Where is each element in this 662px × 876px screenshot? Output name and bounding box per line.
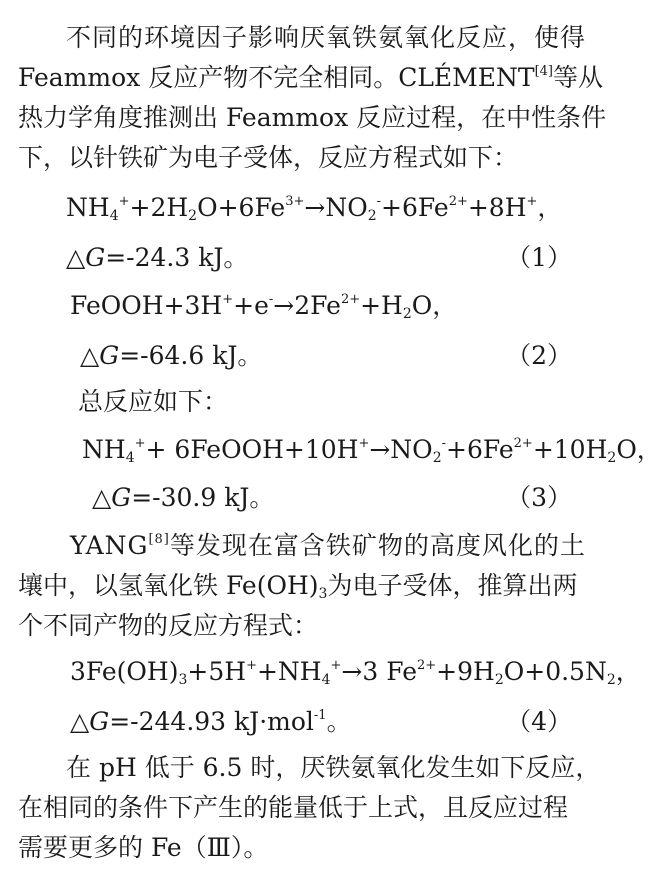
eq-text: O， <box>411 291 458 320</box>
delta-symbol: △ <box>66 243 86 272</box>
eq-text: +2H <box>129 193 189 222</box>
eq-text: +6Fe <box>446 435 514 464</box>
paragraph-1-line-1: 不同的环境因子影响厌氧铁氨氧化反应，使得 <box>66 23 587 52</box>
gibbs-symbol: G <box>89 707 110 736</box>
eq-text: NH <box>66 193 110 222</box>
text: 壤中，以氢氧化铁 Fe(OH) <box>18 571 319 600</box>
eq-text: +6Fe <box>381 193 449 222</box>
eq-superscript: + <box>246 658 257 673</box>
equation-4 <box>70 652 641 692</box>
equation-1 <box>66 188 562 228</box>
eq-text: 3Fe(OH) <box>70 657 179 686</box>
paragraph-3-line-1: 在 pH 低于 6.5 时，厌铁氨氧化发生如下反应， <box>66 753 601 782</box>
equation-2 <box>70 286 457 326</box>
paragraph-1-line-3: 热力学角度推测出 Feammox 反应过程，在中性条件 <box>18 103 607 132</box>
delta-g-value: =-64.6 kJ。 <box>119 341 263 370</box>
eq-superscript: 2+ <box>513 436 533 451</box>
eq-text: →NO <box>304 193 368 222</box>
gibbs-symbol: G <box>111 483 132 512</box>
equation-3 <box>82 430 662 470</box>
eq-text: O+6Fe <box>197 193 286 222</box>
equation-3-delta-g <box>92 478 274 518</box>
eq-text: →2Fe <box>273 291 341 320</box>
delta-symbol: △ <box>80 341 100 370</box>
eq-text: +e <box>233 291 269 320</box>
eq-text: +8H <box>467 193 527 222</box>
citation-ref: [4] <box>534 64 553 79</box>
eq-subscript: 2 <box>188 208 198 224</box>
total-reaction-label: 总反应如下： <box>78 387 229 416</box>
text: 等从 <box>553 63 604 92</box>
eq-subscript: 4 <box>109 208 119 224</box>
eq-superscript: - <box>376 194 382 209</box>
eq-text: →NO <box>369 435 433 464</box>
eq-superscript: + <box>134 436 146 451</box>
eq-text: O+0.5N <box>503 657 607 686</box>
eq-text: +H <box>360 291 403 320</box>
eq-superscript: 3+ <box>285 194 305 209</box>
equation-2-number: （2） <box>506 341 572 370</box>
text: 为电子受体，推算出两 <box>327 571 578 600</box>
paragraph-1-line-2 <box>18 58 603 98</box>
eq-superscript: + <box>526 194 538 209</box>
eq-subscript: 2 <box>494 672 504 688</box>
eq-subscript: 2 <box>402 306 412 322</box>
eq-subscript: 4 <box>125 450 135 466</box>
eq-text: →3 Fe <box>341 657 417 686</box>
eq-superscript: + <box>118 194 130 209</box>
equation-4-delta-g <box>70 702 352 742</box>
delta-symbol: △ <box>70 707 90 736</box>
eq-subscript: 2 <box>607 450 617 466</box>
delta-g-value: =-244.93 kJ·mol <box>109 707 314 736</box>
delta-symbol: △ <box>92 483 112 512</box>
paragraph-3-line-3: 需要更多的 Fe（Ⅲ）。 <box>18 833 269 862</box>
eq-superscript: 2+ <box>417 658 437 673</box>
eq-text: + 6FeOOH+10H <box>145 435 359 464</box>
eq-subscript: 3 <box>318 586 328 602</box>
delta-g-value: =-30.9 kJ。 <box>131 483 275 512</box>
gibbs-symbol: G <box>99 341 120 370</box>
eq-superscript: 2+ <box>340 292 361 307</box>
eq-text: 。 <box>326 707 352 736</box>
text: Feammox 反应产物不完全相同。CLÉMENT <box>18 63 535 92</box>
eq-subscript: 2 <box>606 672 616 688</box>
paragraph-2-line-1 <box>70 526 586 566</box>
citation-ref: [8] <box>148 532 170 547</box>
eq-superscript: 2+ <box>448 194 468 209</box>
equation-3-number: （3） <box>506 483 572 512</box>
eq-text: +5H <box>187 657 247 686</box>
eq-superscript: + <box>330 658 342 673</box>
gibbs-symbol: G <box>85 243 106 272</box>
paragraph-2-line-2 <box>18 566 577 606</box>
eq-text: O， <box>616 435 662 464</box>
eq-subscript: 3 <box>178 672 188 688</box>
eq-superscript: -1 <box>313 708 327 723</box>
eq-text: +9H <box>436 657 495 686</box>
equation-2-delta-g <box>80 336 262 376</box>
paragraph-1-line-4: 下，以针铁矿为电子受体，反应方程式如下： <box>18 143 519 172</box>
eq-text: ， <box>537 193 563 222</box>
equation-1-number: （1） <box>506 243 572 272</box>
eq-superscript: - <box>268 292 274 307</box>
eq-text: ， <box>615 657 641 686</box>
eq-subscript: 2 <box>367 208 377 224</box>
eq-superscript: + <box>358 436 370 451</box>
paragraph-2-line-3: 个不同产物的反应方程式： <box>18 611 319 640</box>
text: YANG <box>70 531 149 560</box>
text: 等发现在富含铁矿物的高度风化的土 <box>169 531 586 560</box>
eq-superscript: - <box>441 436 447 451</box>
eq-text: +10H <box>532 435 608 464</box>
paragraph-3-line-2: 在相同的条件下产生的能量低于上式，且反应过程 <box>18 793 569 822</box>
eq-superscript: + <box>222 292 234 307</box>
eq-text: NH <box>82 435 126 464</box>
eq-subscript: 4 <box>321 672 331 688</box>
equation-4-number: （4） <box>506 707 572 736</box>
delta-g-value: =-24.3 kJ。 <box>105 243 249 272</box>
eq-subscript: 2 <box>432 450 442 466</box>
equation-1-delta-g <box>66 238 248 278</box>
eq-text: FeOOH+3H <box>70 291 223 320</box>
eq-text: +NH <box>256 657 322 686</box>
